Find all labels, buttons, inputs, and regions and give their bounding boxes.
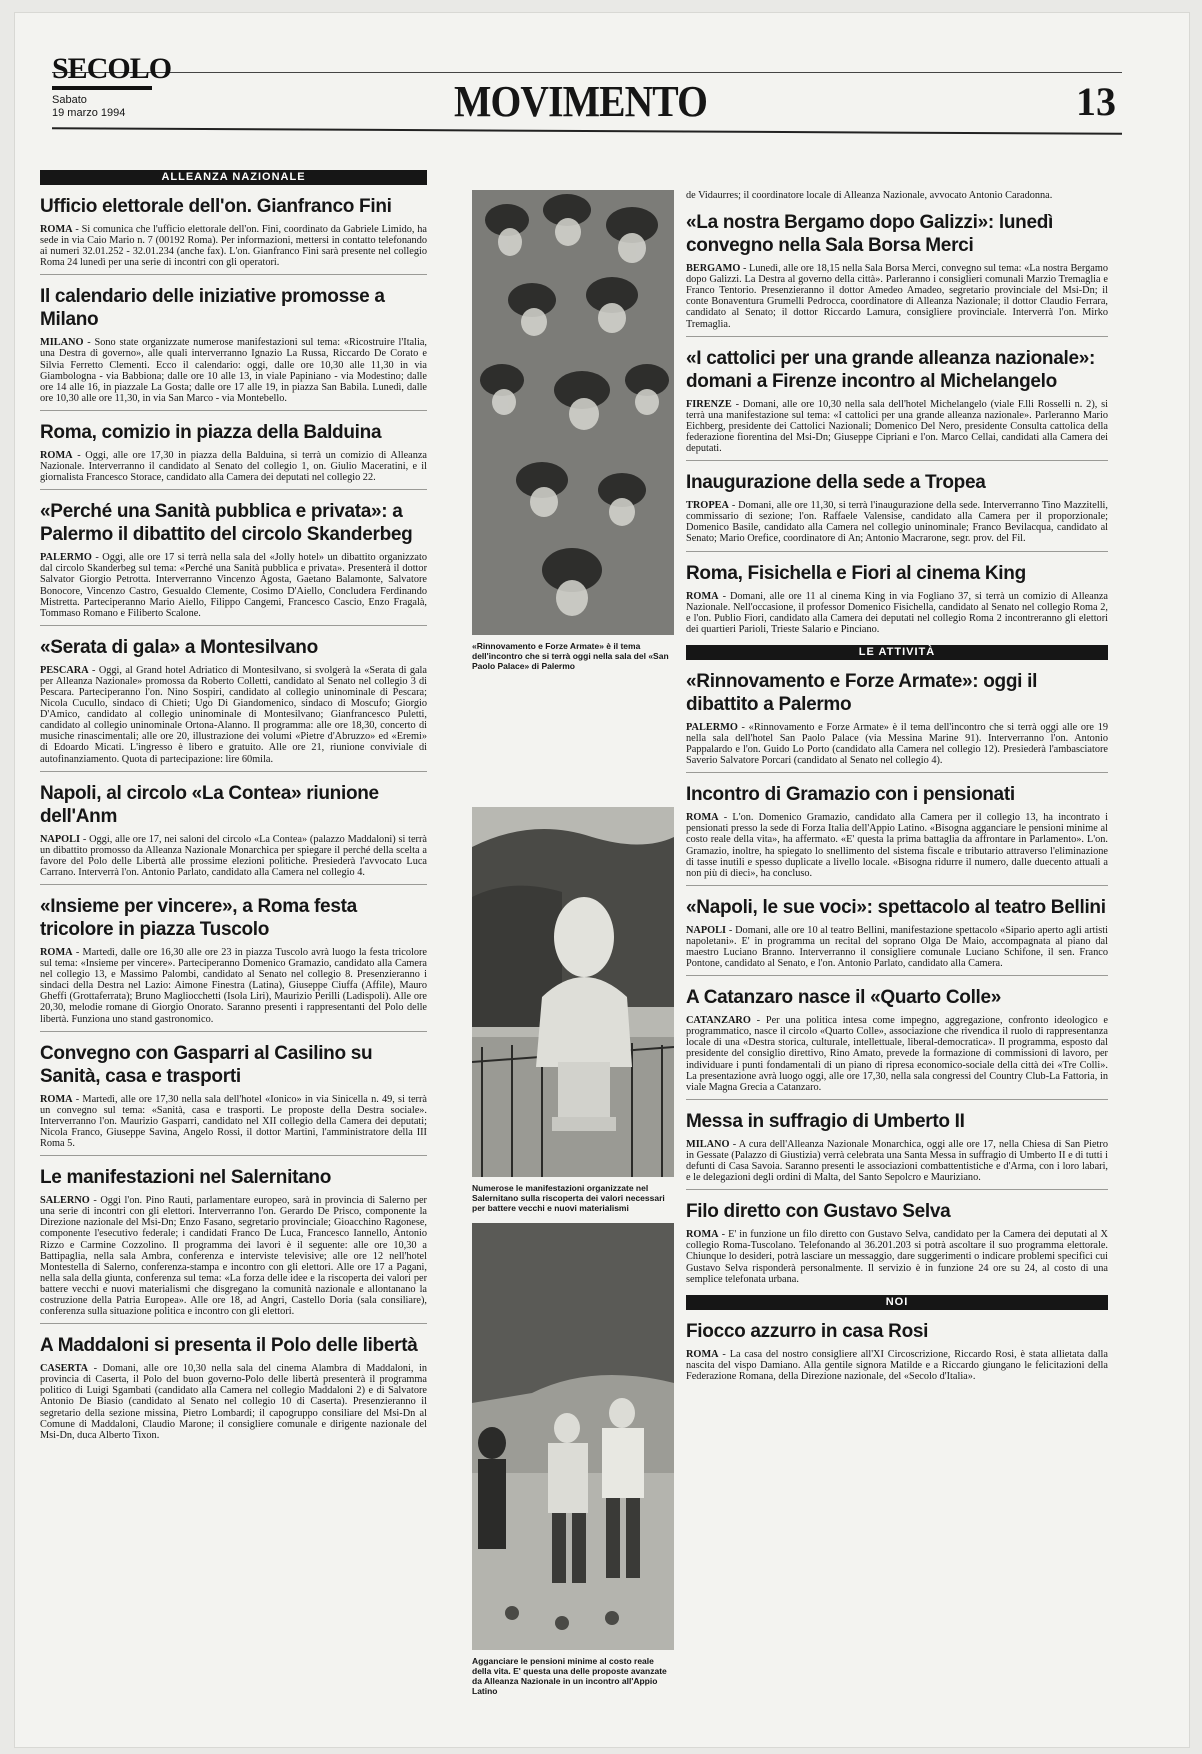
article-headline: Roma, comizio in piazza della Balduina — [40, 421, 382, 443]
article-headline: Ufficio elettorale dell'on. Gianfranco Fini — [40, 196, 392, 217]
article-text: - Oggi, alle ore 17 si terrà nella sala del «Jolly hotel» un dibattito organizzato dal circolo Skanderbeg sul tema: «Perché una Sanità pubblica e privata». Presenterà il dottor Salvator Giorgio Petrotta. Interverranno Vincenzo Agosta, Gaetano Balamonte, Salvatore Bonocore, Vincenzo Castro, Gesualdo Clemente, Cosimo D'Aiello, Concludera Ferdinando Mistretta. Parteciperanno Mario Aiello, Filippo Cangemi, Francesco Cascio, Enzo Fragalà, Tommaso Romano e Filiberto Scalone. — [40, 552, 427, 619]
article-dateline: PESCARA — [40, 664, 89, 676]
article-headline: Messa in suffragio di Umberto II — [686, 1110, 965, 1132]
left-column — [40, 170, 427, 1451]
article-headline: Le manifestazioni nel Salernitano — [40, 1167, 332, 1189]
article-headline: «Napoli, le sue voci»: spettacolo al teatro Bellini — [686, 896, 1106, 918]
article-body — [686, 812, 1108, 879]
soldiers-photo-image — [472, 190, 674, 635]
article-body — [686, 1229, 1108, 1284]
article — [40, 421, 427, 490]
photo-caption-3: Agganciare le pensioni minime al costo reale della vita. E' questa una delle proposte avanzate da Alleanza Nazionale in un incontro all'Appio Latino — [472, 1656, 667, 1696]
article — [686, 211, 1108, 337]
article — [40, 500, 427, 626]
article — [40, 895, 427, 1032]
article-body — [686, 1349, 1108, 1382]
article — [686, 783, 1108, 886]
article-body — [40, 224, 427, 268]
article-dateline: MILANO — [40, 337, 84, 349]
article-separator — [686, 772, 1108, 773]
article-text: - Si comunica che l'ufficio elettorale dell'on. Fini, coordinato da Gabriele Limido, ha sede in via Caio Mario n. 7 (00192 Roma). Per informazioni, mettersi in contatto telefonando ai numeri 32.01.252 - 32.01.234 (anche fax). L'on. Gianfranco Fini sarà presente nel collegio Roma 24 lunedì per una serie di incontri con gli operatori. — [40, 224, 427, 269]
article-separator — [40, 884, 427, 885]
article-separator — [40, 1031, 427, 1032]
photo-soldiers — [472, 190, 674, 635]
article-dateline: ROMA — [686, 1348, 719, 1360]
article-separator — [40, 410, 427, 411]
photo-caption-1: «Rinnovamento e Forze Armate» è il tema dell'incontro che si terrà oggi nella sala del «San Paolo Palace» di Palermo — [472, 641, 669, 671]
article-body — [40, 337, 427, 404]
article-dateline: ROMA — [40, 1093, 73, 1105]
page-number: 13 — [1076, 79, 1116, 124]
article — [40, 782, 427, 885]
article-headline: Inaugurazione della sede a Tropea — [686, 472, 986, 494]
article-body — [686, 591, 1108, 635]
article-headline: Filo diretto con Gustavo Selva — [686, 1201, 951, 1223]
article — [686, 670, 1108, 773]
article-headline: «Rinnovamento e Forze Armate»: oggi il dibattito a Palermo — [686, 670, 1038, 715]
article-text: - Per una politica intesa come impegno, aggregazione, confronto ideologico e programmatico, nasce il circolo «Quarto Colle», associazione che rivendica il ruolo di rappresentanza locale di una «Destra storica, culturale, intellettuale, liberal-democratica». Il programma, esposto dal presidente del consiglio direttivo, Rino Amato, prevede la formazione di commissioni di lavoro, per individuare i punti fondamentali di un piano di ripresa economico-sociale della città dei «Tre Colli». La presentazione avrà luogo oggi, alle ore 17,30, nella sala congressi del Country Club-La Fattoria, in viale Magna Grecia a Catanzaro. — [686, 1015, 1108, 1093]
article-body — [40, 1195, 427, 1317]
article-text: - L'on. Domenico Gramazio, candidato alla Camera per il collegio 13, ha incontrato i pensionati presso la sede di Forza Italia dell'Appio Latino. «Bisogna agganciare le pensioni minime al costo reale della vita», ha affermato. «E' questa la prima battaglia da affrontare in Parlamento». L'on. Gramazio, inoltre, ha spiegato lo snellimento del sistema fiscale e tributario attraverso l'eliminazione di tasse inutili e spesso duplicate a livello locale. «Bisogna ridurre il numero, dalle duecento attuali a non più di dieci», ha concluso. — [686, 812, 1108, 879]
masthead-top-rule — [52, 72, 1122, 73]
article-separator — [686, 885, 1108, 886]
article — [686, 986, 1108, 1100]
article-text: - Martedì, dalle ore 16,30 alle ore 23 in piazza Tuscolo avrà luogo la festa tricolore sul tema: «Insieme per vincere». Parteciperanno Domenico Gramazio, candidato alla Camera nel collegio 13, e Massimo Palombi, candidato al Senato nel collegio 8. Presenzieranno i sindaci della Destra nel Lazio: Aimone Finestra (Latina), Giuseppe Ciuffa (Affile), Mauro Gheffi (Grottaferrata); Bruno Magliocchetti (Isola Liri), Maurizio Perilli (Ladispoli). Alle ore 20,30, melodie romane di Giorgio Onorato. Saranno presenti i rappresentanti del Polo delle libertà. Funziona uno stand gastronomico. — [40, 947, 427, 1025]
article-separator — [686, 551, 1108, 552]
article — [686, 347, 1108, 461]
article-body — [686, 1139, 1108, 1183]
article — [40, 195, 427, 275]
article-dateline: BERGAMO — [686, 263, 741, 275]
right-article-list-top — [686, 211, 1108, 635]
section-label-noi: NOI — [878, 1296, 917, 1308]
article-body — [686, 399, 1108, 454]
article-headline: «I cattolici per una grande alleanza nazionale»: domani a Firenze incontro al Michelangelo — [686, 347, 1096, 392]
article-headline: «Perché una Sanità pubblica e privata»: a Palermo il dibattito del circolo Skanderbeg — [40, 501, 413, 546]
article-body — [40, 834, 427, 878]
section-label: ALLEANZA NAZIONALE — [153, 171, 313, 183]
article-dateline: CASERTA — [40, 1363, 89, 1375]
article — [686, 1200, 1108, 1284]
article-headline: A Catanzaro nasce il «Quarto Colle» — [686, 987, 1002, 1009]
article-headline: A Maddaloni si presenta il Polo delle libertà — [40, 1335, 418, 1357]
article-dateline: NAPOLI — [40, 833, 81, 845]
article-dateline: SALERNO — [40, 1195, 90, 1207]
article-text: - Domani, alle ore 10,30 nella sala del cinema Alambra di Maddaloni, in provincia di Caserta, il Polo del buon governo-Polo delle libertà presenterà il programma politico di Luigi Sgambati (candidato alla Camera nel collegio Maddaloni 2) e di Salvatore Antonio De Biasio (candidato al Senato nel collegio 10 di Caserta). Presenzieranno il segretario della sezione missina, Pietro Lombardi; il capogruppo consiliare del Msi-Dn al Comune di Maddaloni, Claudio Marone; il consigliere comunale e dirigente nazionale del Msi-Dn, duca Alberto Tixon. — [40, 1363, 427, 1441]
article-text: - Domani, alle ore 10 al teatro Bellini, manifestazione spettacolo «Sipario aperto agli artisti napoletani». E' in programma un recital del soprano Olga De Maio, accompagnata al piano dal maestro Luciano Branno. Interverranno il consigliere comunale Luciano Schifone, il sen. Franco Pontone, candidato al Senato, e l'on. Antonio Parlato, candidato alla Camera. — [686, 924, 1108, 970]
article-headline: Roma, Fisichella e Fiori al cinema King — [686, 562, 1026, 584]
article-text: - Oggi, al Grand hotel Adriatico di Montesilvano, si svolgerà la «Serata di gala per Alleanza Nazionale» promossa da Roberto Colletti, candidato al Senato nel collegio 3 di Pescara. Parteciperanno l'on. Nino Sospiri, candidato al collegio uninominale di Pescara; Nicola Cucullo, sindaco di Chieti; Ugo Di Giandomenico, sindaco di Moscufo; Giorgio D'Amico, candidato al collegio uninominale di Montesilvano; Gianfrancesco Puletti, candidato al collegio uninominale Ortona-Alanno. Il programma: alle ore 18,30, concerto di musiche rinascimentali; alle ore 20, illustrazione dei volumi «Pietre d'Abruzzo» ed «Eremi» di Edoardo Micati. L'ingresso è libero e gratuito. Alle ore 21, riunione conviviale di autofinanziamento. Quota di partecipazione: lire 60mila. — [40, 664, 427, 765]
continued-text: de Vidaurres; il coordinatore locale di Alleanza Nazionale, avvocato Antonio Caradonna. — [686, 190, 1053, 201]
section-bar-attivita — [686, 645, 1108, 660]
section-bar-alleanza — [40, 170, 427, 185]
article — [40, 636, 427, 772]
article-text: - Lunedì, alle ore 18,15 nella Sala Borsa Merci, convegno sul tema: «La nostra Bergamo dopo Galizzi. La Destra al governo della città». Parleranno i consiglieri comunali Marzio Tremaglia e Franco Tentorio. Presenzieranno il dottor Amedeo Amadeo, segretario provinciale del Msi-Dn; il conte Bonaventura Grumelli Pedrocca, coordinatore di Alleanza Nazionale; il dottor Claudio Ferrara, candidato al Senato; il dottor Riccardo Lamura, consigliere provinciale. Interverrà l'on. Mirko Tremaglia. — [686, 263, 1108, 330]
issue-date: 19 marzo 1994 — [52, 107, 126, 119]
pensioners-photo-image — [472, 1223, 674, 1650]
article-body — [40, 947, 427, 1025]
article-body — [686, 1015, 1108, 1093]
article-separator — [686, 336, 1108, 337]
section-title: MOVIMENTO — [454, 77, 707, 126]
article-dateline: PALERMO — [686, 721, 738, 733]
article — [40, 1166, 427, 1324]
article-dateline: ROMA — [40, 449, 73, 461]
masthead-rule — [52, 127, 1122, 135]
article-dateline: FIRENZE — [686, 398, 732, 410]
article-text: - Domani, alle ore 10,30 nella sala dell'hotel Michelangelo (viale F.lli Rosselli n. 2), si terrà una manifestazione sul tema: «I cattolici per una grande alleanza nazionale». Parleranno Mario Eichberg, presidente dei Cattolici Nazionali; Domenico Del Nero, presidente Consulta cattolica della federazione fiorentina del Msi-Dn; Giuseppe Cipriani e l'on. Marco Cellai, candidati alla Camera dei deputati. — [686, 398, 1108, 455]
article-separator — [686, 460, 1108, 461]
article — [686, 1110, 1108, 1190]
article-headline: «La nostra Bergamo dopo Galizzi»: lunedì convegno nella Sala Borsa Merci — [686, 212, 1053, 257]
article-separator — [40, 1323, 427, 1324]
article-separator — [686, 975, 1108, 976]
article-body — [686, 722, 1108, 766]
article-text: - Sono state organizzate numerose manifestazioni sul tema: «Ricostruire l'Italia, una Destra di governo», alle quali interverranno Ignazio La Russa, Riccardo De Corato e Silvia Ferretto Clementi. Ecco il calendario: oggi, dalle ore 10,30 alle 11,30 in via Giambologna - via Babbiona; dalle ore 10 alle 13, in viale Papiniano - via Modestino; dalle ore 14 alle 16, in piazzale La Gosta; dalle ore 17 alle 19, in piazza San Babila. Lunedì, dalle ore 10,30 alle ore 11,30, in via San Marco - via Montebello. — [40, 337, 427, 404]
article-headline: Il calendario delle iniziative promosse a Milano — [40, 286, 385, 331]
photo-bust — [472, 807, 674, 1177]
article-dateline: ROMA — [686, 590, 719, 602]
article-dateline: MILANO — [686, 1138, 730, 1150]
article — [686, 562, 1108, 635]
article-text: - Oggi l'on. Pino Rauti, parlamentare europeo, sarà in provincia di Salerno per una serie di incontri con gli elettori. Interverranno l'on. Gerardo De Prisco, componente la Direzione nazionale del Msi-Dn; Enzo Fasano, segretario provinciale; Gioacchino Ragonese, componente l'esecutivo federale; i candidati Franco De Luca, Francesco Iannello, Antonio Rizzo e Carmine Cozzolino. Il programma dei lavori è il seguente: alle ore 10,30 a Battipaglia, nella sala Ambra, conferenza e interviste televisive; alle ore 12 nell'hotel Montestella di Salerno, conferenza-stampa e incontro con gli elettori. Alle ore 17 a Pagani, nella sala della giunta, conferenza sul tema: «La forza delle idee e la riscoperta dei valori per battere vecchi e nuovi materialismi che disgregano la comunità nazionale e allontanano la costruzione della Patria Europea». Alle ore 18, ad Angri, Castello Doria (sala consiliare), conferenza sulla situazione politica e incontro con gli elettori. — [40, 1195, 427, 1318]
article-separator — [686, 1189, 1108, 1190]
photo-caption-2: Numerose le manifestazioni organizzate nel Salernitano sulla riscoperta dei valori necessari per battere vecchi e nuovi materialismi — [472, 1183, 665, 1213]
article-dateline: ROMA — [686, 812, 719, 824]
issue-day: Sabato — [52, 94, 87, 106]
logo-underline — [52, 86, 152, 90]
article-headline: Convegno con Gasparri al Casilino su Sanità, casa e trasporti — [40, 1042, 373, 1087]
article-body — [686, 925, 1108, 969]
article-text: - «Rinnovamento e Forze Armate» è il tema dell'incontro che si terrà oggi alle ore 19 nella sala dell'hotel San Paolo Palace (via Messina Marine 91). Interverranno l'on. Antonio Pappalardo e l'on. Guido Lo Porto (candidato alla Camera nel collegio 12). Presiederà l'ambasciatore Saverio Salvatore Porcari (candidato al Senato nel collegio 4). — [686, 721, 1108, 767]
article-dateline: ROMA — [686, 1229, 719, 1241]
bust-photo-image — [472, 807, 674, 1177]
article-dateline: ROMA — [40, 947, 73, 958]
right-article-list-bottom — [686, 1320, 1108, 1382]
article-separator — [40, 771, 427, 772]
article-text: - Oggi, alle ore 17,30 in piazza della Balduina, si terrà un comizio di Alleanza Nazionale. Interverranno il candidato al Senato del collegio 1, on. Giulio Maceratini, e il giornalista Francesco Storace, candidato alla Camera dei deputati nel collegio 22. — [40, 449, 427, 484]
article — [40, 1334, 427, 1441]
article-text: - A cura dell'Alleanza Nazionale Monarchica, oggi alle ore 17, nella Chiesa di San Pietro in Gessate (Palazzo di Giustizia) verrà celebrata una Santa Messa in suffragio di Umberto II e di tutti i defunti di Casa Savoia. Saranno presenti le associazioni combattentistiche e d'Arma, con i loro labari, e le delegazioni degli ordini di Malta, del Santo Sepolcro e Mauriziano. — [686, 1138, 1108, 1184]
article-separator — [40, 274, 427, 275]
right-column — [686, 190, 1108, 1392]
article-dateline: ROMA — [40, 224, 73, 235]
section-label-attivita: LE ATTIVITÀ — [851, 646, 943, 658]
article-body — [40, 1363, 427, 1441]
article-headline: Incontro di Gramazio con i pensionati — [686, 784, 1015, 806]
article-body — [40, 665, 427, 765]
article-text: - Domani, alle ore 11 al cinema King in via Fogliano 37, si terrà un comizio di Alleanza Nazionale. Nell'occasione, il professor Domenico Fisichella, candidato al Senato nel collegio Roma 2, e l'on. Publio Fiori, candidato alla Camera dei deputati nel collegio Roma 2 incontreranno gli elettori dei quartieri Parioli, Trieste Salario e Pinciano. — [686, 590, 1108, 635]
article — [40, 285, 427, 411]
article-separator — [40, 625, 427, 626]
article-body — [686, 263, 1108, 330]
article-dateline: CATANZARO — [686, 1015, 751, 1027]
article-body — [40, 552, 427, 619]
article-dateline: NAPOLI — [686, 924, 727, 936]
photo-pensioners — [472, 1223, 674, 1650]
right-article-list-mid — [686, 670, 1108, 1285]
article-separator — [40, 489, 427, 490]
article — [686, 471, 1108, 551]
article — [686, 896, 1108, 976]
left-article-list — [40, 195, 427, 1441]
article — [686, 1320, 1108, 1382]
article-separator — [40, 1155, 427, 1156]
article-text: - Domani, alle ore 11,30, si terrà l'inaugurazione della sede. Interverranno Tino Mazzitelli, commissario di sezione; l'on. Raffaele Valensise, candidato alla Camera per il proporzionale; Domenico Basile, candidato alla Camera nel collegio uninominale; Franco Bevilacqua, candidato al Senato; Mario Orefice, coordinatore di An; Antonio Macrarone, segr. prov. del Fil. — [686, 500, 1108, 545]
article-dateline: PALERMO — [40, 552, 92, 564]
article-body — [40, 450, 427, 483]
article-separator — [686, 1099, 1108, 1100]
article-headline: Napoli, al circolo «La Contea» riunione dell'Anm — [40, 782, 379, 827]
section-bar-noi — [686, 1295, 1108, 1310]
article-text: - La casa del nostro consigliere all'XI Circoscrizione, Riccardo Rosi, è stata allietata dalla nascita del vispo Damiano. Alla gentile signora Matilde e a Riccardo giungano le felicitazioni della Federazione Romana, della Direzione nazionale, del «Secolo d'Italia». — [686, 1348, 1108, 1382]
article-text: - E' in funzione un filo diretto con Gustavo Selva, candidato per la Camera dei deputati al X collegio Roma-Tuscolano. Telefonando al 36.201.203 si potrà ascoltare il suo programma elettorale. Chiunque lo desideri, potrà lasciare un messaggio, dare suggerimenti o indicare problemi specifici cui Gustavo Selva risponderà personalmente. Il servizio è in funzione 24 ore su 24, al costo di una semplice telefonata urbana. — [686, 1229, 1108, 1285]
article-body — [686, 500, 1108, 544]
newspaper-logo: SECOLO — [52, 52, 172, 85]
article — [40, 1042, 427, 1156]
article-headline: «Serata di gala» a Montesilvano — [40, 636, 318, 658]
article-dateline: TROPEA — [686, 500, 729, 512]
article-headline: Fiocco azzurro in casa Rosi — [686, 1320, 929, 1342]
article-body — [40, 1094, 427, 1149]
article-text: - Martedì, alle ore 17,30 nella sala dell'hotel «Ionico» in via Sinicella n. 49, si terrà un convegno sul tema: «Sanità, casa e trasporti. Le proposte della Destra sociale». Interverranno l'on. Maurizio Gasparri, candidato nel XII collegio della Camera dei deputati; Nicola Franco, Giuseppe Savina, Angelo Rossi, il dottor Martini, l'amministratore della III Roma 5. — [40, 1093, 427, 1150]
article-text: - Oggi, alle ore 17, nei saloni del circolo «La Contea» (palazzo Maddaloni) si terrà un dibattito promosso da Alleanza Nazionale Monarchica per spiegare il perché della scelta a favore del Polo delle Libertà alle prossime elezioni politiche. Presiederà l'avvocato Luca Carrano. Interverrà l'on. Antonio Parlato, candidato alla Camera nel collegio 4. — [40, 833, 427, 878]
article-headline: «Insieme per vincere», a Roma festa tricolore in piazza Tuscolo — [40, 896, 357, 940]
photo-column — [472, 190, 674, 1710]
